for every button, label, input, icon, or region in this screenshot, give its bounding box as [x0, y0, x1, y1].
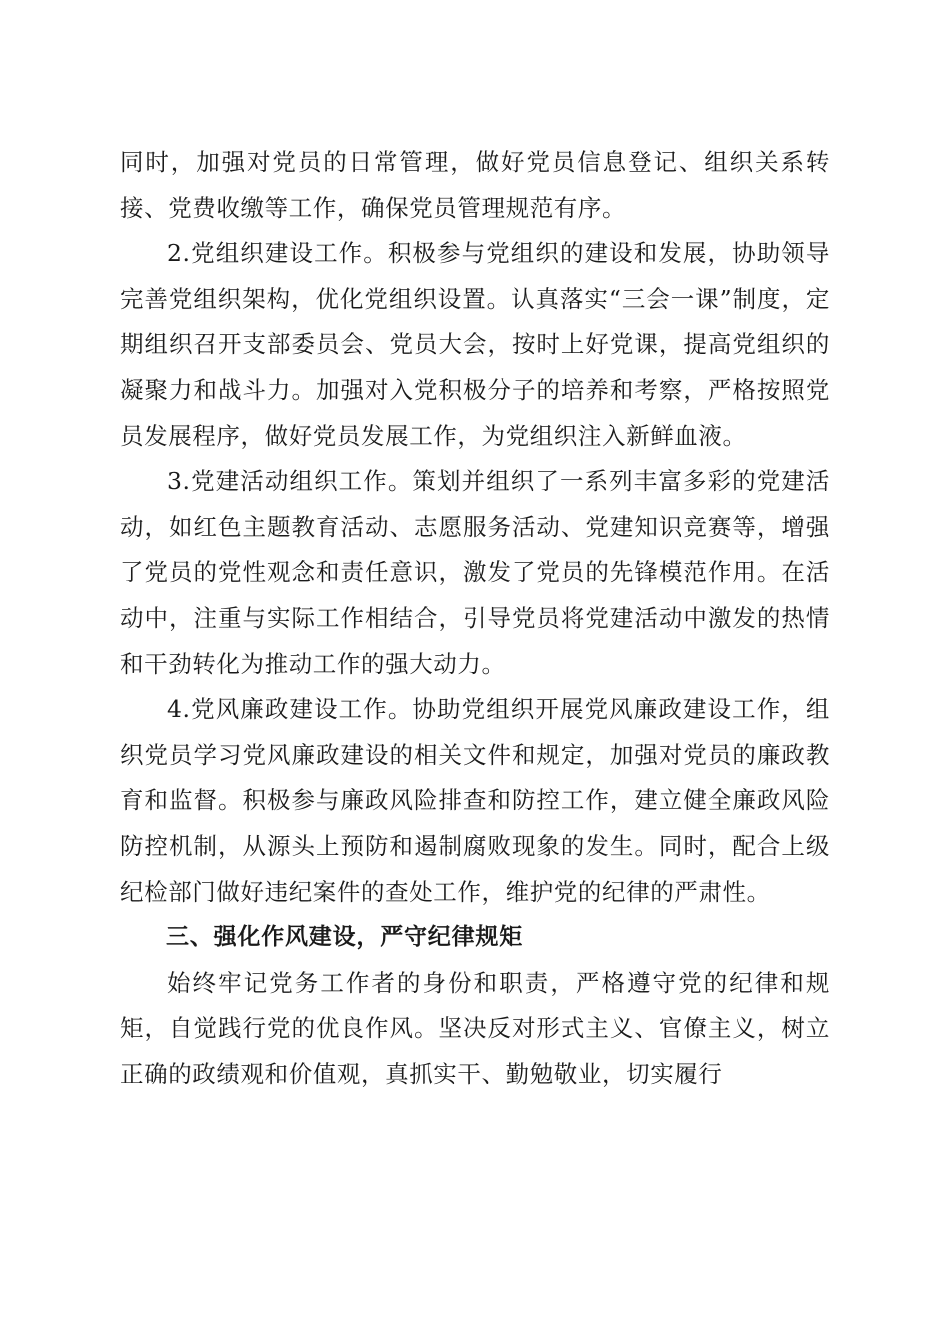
paragraph-party-organization: 2.党组织建设工作。积极参与党组织的建设和发展，协助领导完善党组织架构，优化党组织设置。认真落实“三会一课”制度，定期组织召开支部委员会、党员大会，按时上好党课，提高党组织的凝聚力和战斗力。加强对入党积极分子的培养和考察，严格按照党员发展程序，做好党员发展工作，为党组织注入新鲜血液。: [120, 239, 830, 450]
section-heading-3: 三、强化作风建设，严守纪律规矩: [166, 924, 523, 951]
document-body: [120, 140, 830, 1097]
paragraph-party-activities: 3.党建活动组织工作。策划并组织了一系列丰富多彩的党建活动，如红色主题教育活动、志愿服务活动、党建知识竞赛等，增强了党员的党性观念和责任意识，激发了党员的先锋模范作用。在活动中，注重与实际工作相结合，引导党员将党建活动中激发的热情和干劲转化为推动工作的强大动力。: [120, 467, 830, 678]
paragraph-integrity-building: 4.党风廉政建设工作。协助党组织开展党风廉政建设工作，组织党员学习党风廉政建设的相关文件和规定，加强对党员的廉政教育和监督。积极参与廉政风险排查和防控工作，建立健全廉政风险防控机制，从源头上预防和遏制腐败现象的发生。同时，配合上级纪检部门做好违纪案件的查处工作，维护党的纪律的严肃性。: [120, 695, 830, 906]
paragraph-continuation: 同时，加强对党员的日常管理，做好党员信息登记、组织关系转接、党费收缴等工作，确保党员管理规范有序。: [120, 148, 830, 222]
paragraph-work-style: 始终牢记党务工作者的身份和职责，严格遵守党的纪律和规矩，自觉践行党的优良作风。坚决反对形式主义、官僚主义，树立正确的政绩观和价值观，真抓实干、勤勉敬业，切实履行: [120, 968, 830, 1088]
